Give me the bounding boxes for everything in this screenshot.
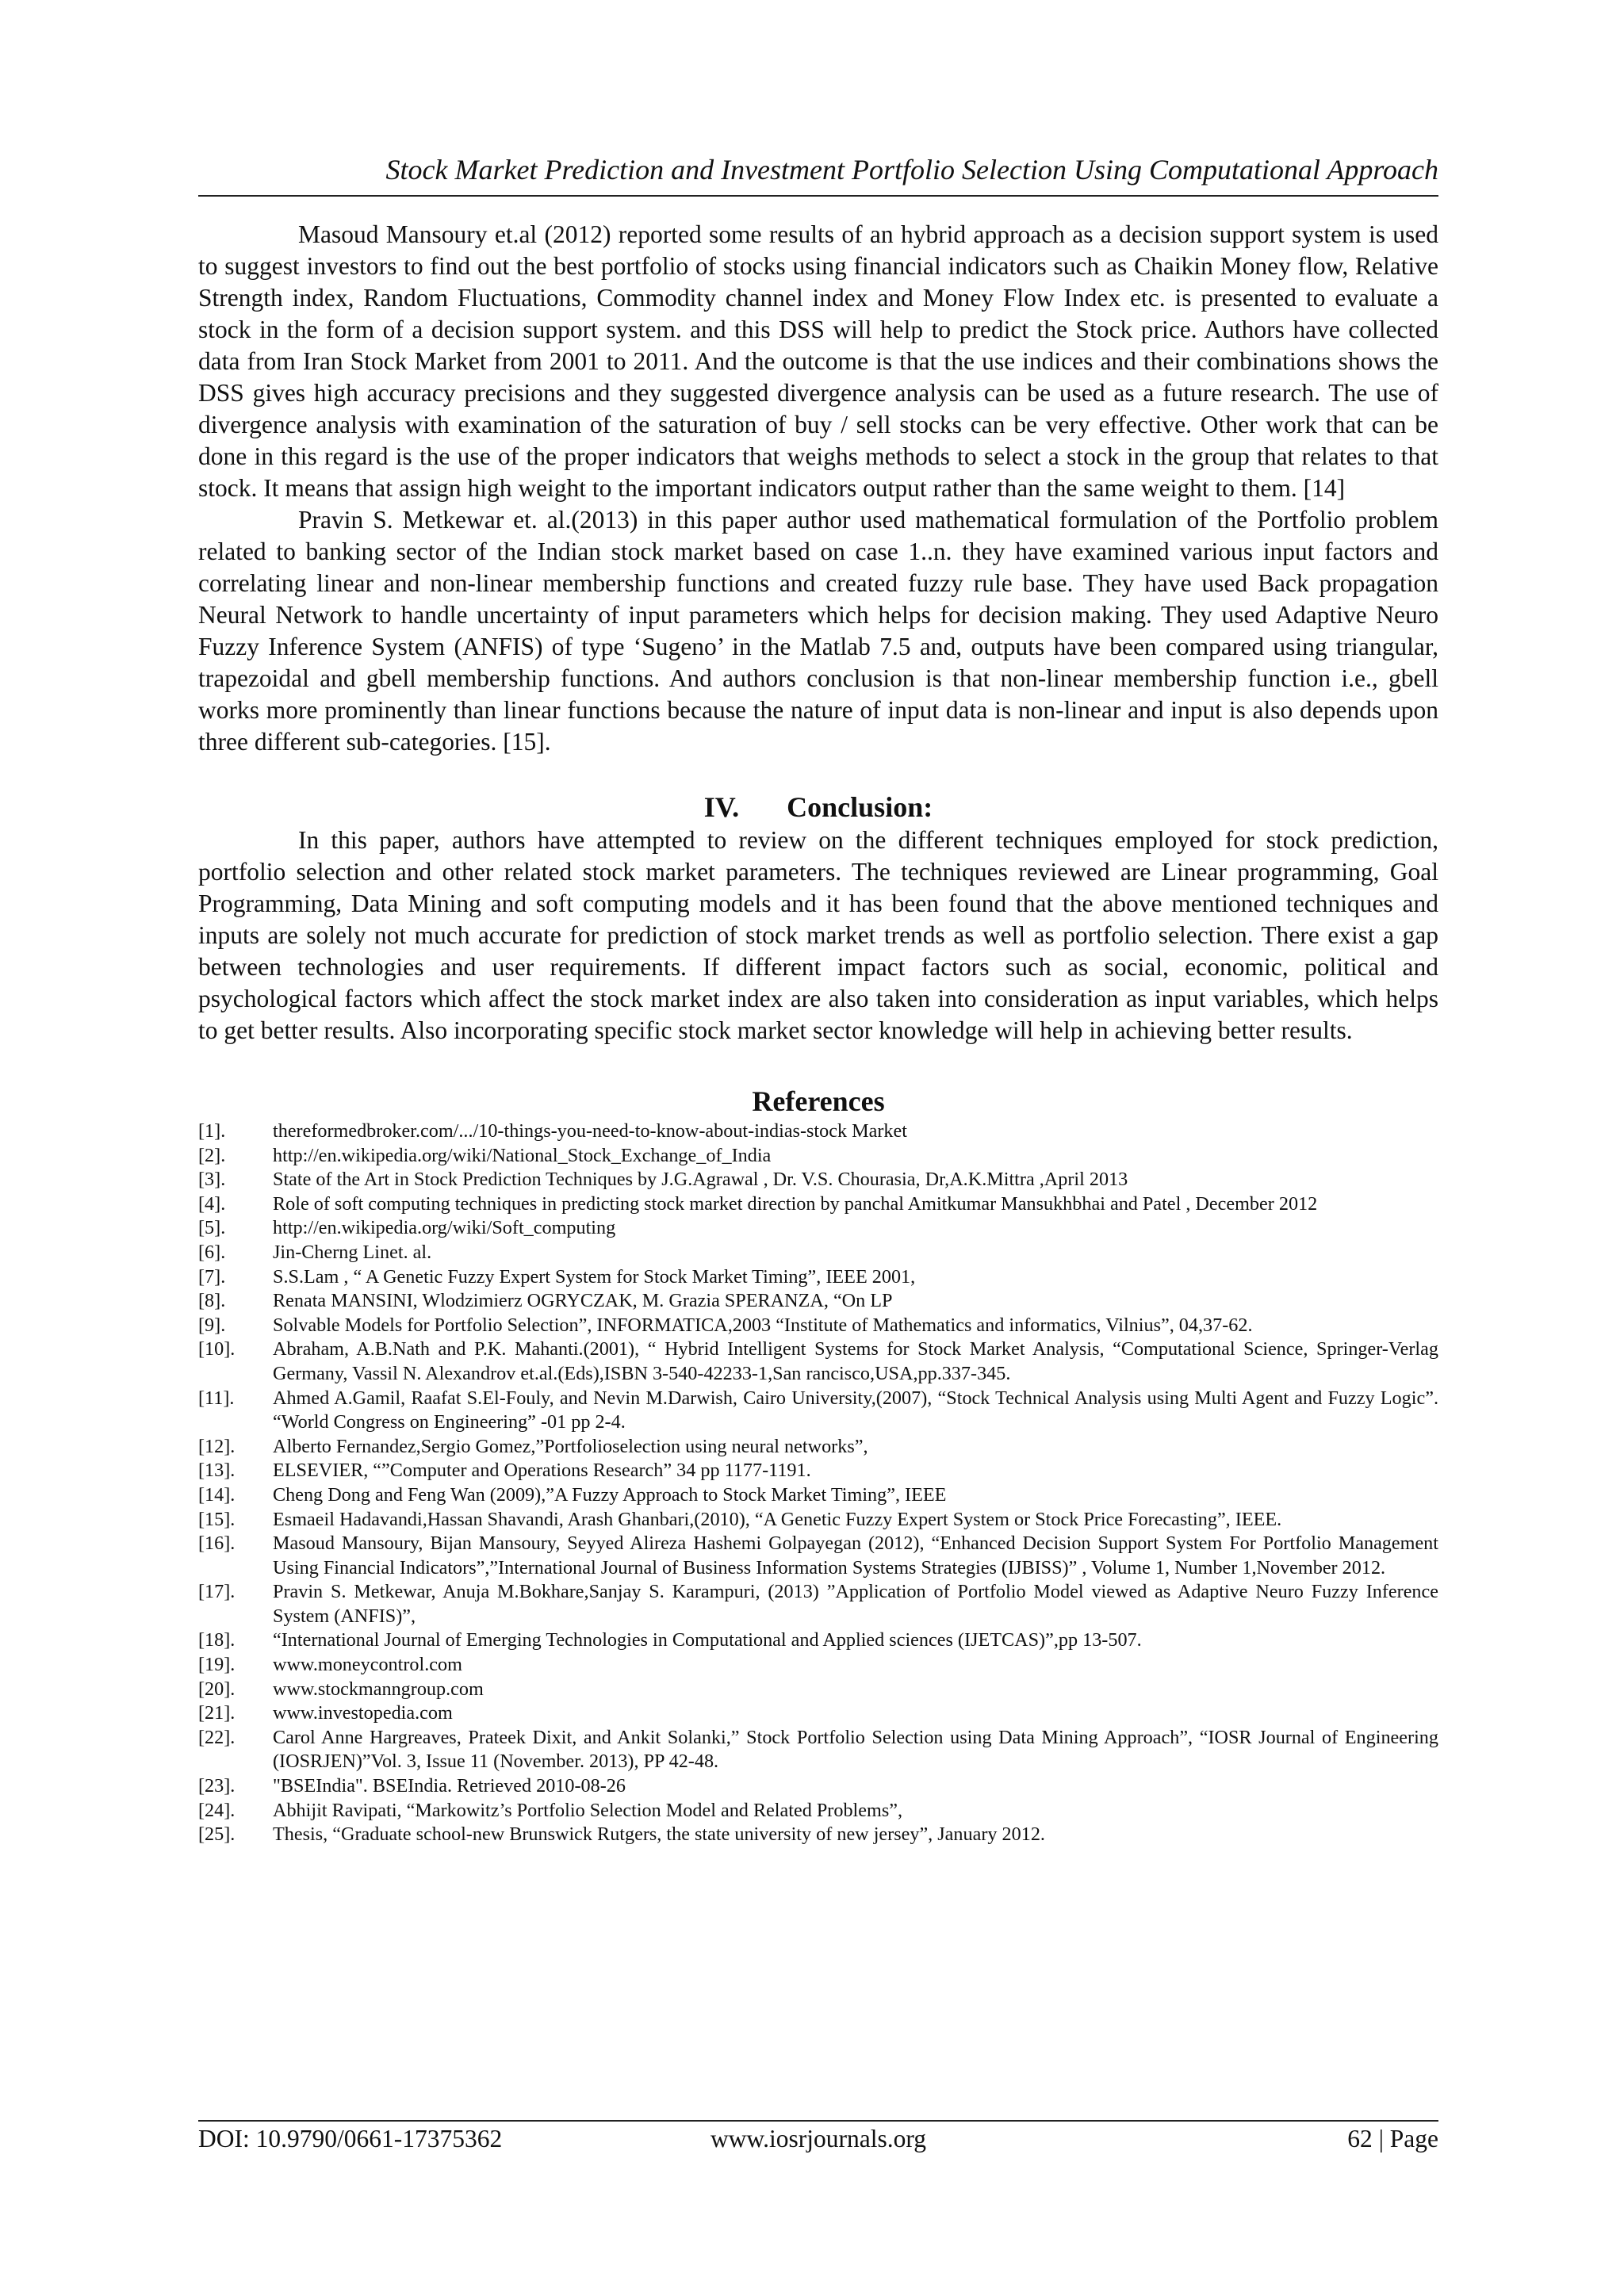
reference-item: [198, 1532, 1438, 1580]
header-rule: [198, 195, 1438, 197]
reference-item: [198, 1119, 1438, 1144]
reference-text: Thesis, “Graduate school-new Brunswick Rutgers, the state university of new jersey”, January 2012.: [273, 1823, 1045, 1846]
reference-text: http://en.wikipedia.org/wiki/Soft_computing: [273, 1217, 616, 1239]
reference-number: [13].: [198, 1460, 236, 1482]
reference-text: Ahmed A.Gamil, Raafat S.El-Fouly, and Nevin M.Darwish, Cairo University,(2007), “Stock Technical Analysis using Multi Agent and Fuzzy Logic”. “World Congress on Engineering” -01 pp 2-4.: [273, 1387, 1438, 1433]
reference-number: [23].: [198, 1775, 236, 1797]
reference-text: Esmaeil Hadavandi,Hassan Shavandi, Arash Ghanbari,(2010), “A Genetic Fuzzy Expert System or Stock Price Forecasting”, IEEE.: [273, 1508, 1282, 1530]
reference-number: [8].: [198, 1290, 226, 1312]
conclusion-paragraph: In this paper, authors have attempted to review on the different techniques employed for stock prediction, portfolio selection and other related stock market parameters. The techniques reviewed are Linear programming, Goal Programming, Data Mining and soft computing models and it has been found that the above mentioned techniques and inputs are solely not much accurate for prediction of stock market trends as well as portfolio selection. There exist a gap between technologies and user requirements. If different impact factors such as social, economic, political and psychological factors which affect the stock market index are also taken into consideration as input variables, which helps to get better results. Also incorporating specific stock market sector knowledge will help in achieving better results.: [198, 826, 1438, 1044]
reference-number: [7].: [198, 1265, 226, 1288]
reference-item: [198, 1459, 1438, 1483]
reference-number: [18].: [198, 1629, 236, 1651]
reference-number: [15].: [198, 1508, 236, 1530]
reference-text: Carol Anne Hargreaves, Prateek Dixit, and Ankit Solanki,” Stock Portfolio Selection using Data Mining Approach”, “IOSR Journal of Engineering (IOSRJEN)”Vol. 3, Issue 11 (November. 2013), PP 42-48.: [273, 1726, 1438, 1773]
reference-item: [198, 1168, 1438, 1192]
reference-number: [19].: [198, 1654, 236, 1676]
reference-number: [24].: [198, 1799, 236, 1821]
reference-item: [198, 1653, 1438, 1678]
reference-text: http://en.wikipedia.org/wiki/National_Stock_Exchange_of_India: [273, 1144, 772, 1166]
reference-item: [198, 1701, 1438, 1726]
footer-website: www.iosrjournals.org: [710, 2125, 927, 2152]
reference-number: [17].: [198, 1581, 236, 1603]
reference-number: [16].: [198, 1533, 236, 1555]
footer-doi: DOI: 10.9790/0661-17375362: [198, 2125, 503, 2152]
reference-text: "BSEIndia". BSEIndia. Retrieved 2010-08-26: [273, 1775, 626, 1797]
footer-page-number: 62 | Page: [1347, 2125, 1438, 2152]
reference-item: [198, 1387, 1438, 1435]
reference-number: [9].: [198, 1314, 226, 1336]
reference-number: [22].: [198, 1726, 236, 1748]
reference-text: Masoud Mansoury, Bijan Mansoury, Seyyed Alireza Hashemi Golpayegan (2012), “Enhanced Decision Support System For Portfolio Management Using Financial Indicators”,”International Journal of Business Information Systems Strategies (IJBISS)” , Volume 1, Number 1,November 2012.: [273, 1533, 1438, 1578]
reference-number: [11].: [198, 1387, 235, 1409]
reference-number: [10].: [198, 1338, 236, 1360]
reference-item: [198, 1144, 1438, 1169]
reference-text: Abhijit Ravipati, “Markowitz’s Portfolio Selection Model and Related Problems”,: [273, 1799, 903, 1821]
reference-item: [198, 1192, 1438, 1217]
reference-number: [2].: [198, 1144, 226, 1166]
footer-rule: [198, 2120, 1438, 2122]
reference-text: Pravin S. Metkewar, Anuja M.Bokhare,Sanjay S. Karampuri, (2013) ”Application of Portfolio Model viewed as Adaptive Neuro Fuzzy Inference System (ANFIS)”,: [273, 1581, 1438, 1627]
reference-item: [198, 1726, 1438, 1774]
reference-text: www.investopedia.com: [273, 1702, 453, 1724]
paragraph-mansoury: Masoud Mansoury et.al (2012) reported some results of an hybrid approach as a decision support system is used to suggest investors to find out the best portfolio of stocks using financial indicators such as Chaikin Money flow, Relative Strength index, Random Fluctuations, Commodity channel index and Money Flow Index etc. is presented to evaluate a stock in the form of a decision support system. and this DSS will help to predict the Stock price. Authors have collected data from Iran Stock Market from 2001 to 2011. And the outcome is that the use indices and their combinations shows the DSS gives high accuracy precisions and they suggested divergence analysis can be used as a future research. The use of divergence analysis with examination of the saturation of buy / sell stocks can be very effective. Other work that can be done in this regard is the use of the proper indicators that weighs methods to select a stock in the group that relates to that stock. It means that assign high weight to the important indicators output rather than the same weight to them. [14]: [198, 220, 1438, 502]
reference-item: [198, 1580, 1438, 1628]
reference-text: Cheng Dong and Feng Wan (2009),”A Fuzzy Approach to Stock Market Timing”, IEEE: [273, 1483, 947, 1506]
reference-item: [198, 1435, 1438, 1460]
reference-item: [198, 1289, 1438, 1314]
reference-list: [198, 1119, 1438, 1847]
running-header: Stock Market Prediction and Investment Portfolio Selection Using Computational Approach: [385, 154, 1438, 186]
reference-text: Solvable Models for Portfolio Selection”, INFORMATICA,2003 “Institute of Mathematics and informatics, Vilnius”, 04,37-62.: [273, 1314, 1253, 1336]
paragraph-metkewar: Pravin S. Metkewar et. al.(2013) in this paper author used mathematical formulation of the Portfolio problem related to banking sector of the Indian stock market based on case 1..n. they have examined various input factors and correlating linear and non-linear membership functions and created fuzzy rule base. They have used Back propagation Neural Network to handle uncertainty of input parameters which helps for decision making. They used Adaptive Neuro Fuzzy Inference System (ANFIS) of type ‘Sugeno’ in the Matlab 7.5 and, outputs have been compared using triangular, trapezoidal and gbell membership functions. And authors conclusion is that non-linear membership function i.e., gbell works more prominently than linear functions because the nature of input data is non-linear and input is also depends upon three different sub-categories. [15].: [198, 506, 1438, 756]
conclusion-heading: [198, 790, 1438, 825]
reference-item: [198, 1241, 1438, 1265]
reference-text: S.S.Lam , “ A Genetic Fuzzy Expert System for Stock Market Timing”, IEEE 2001,: [273, 1265, 916, 1288]
reference-item: [198, 1216, 1438, 1241]
reference-text: State of the Art in Stock Prediction Techniques by J.G.Agrawal , Dr. V.S. Chourasia, Dr,A.K.Mittra ,April 2013: [273, 1169, 1128, 1191]
reference-text: Alberto Fernandez,Sergio Gomez,”Portfolioselection using neural networks”,: [273, 1435, 868, 1457]
reference-number: [21].: [198, 1702, 236, 1724]
reference-item: [198, 1774, 1438, 1799]
reference-text: www.stockmanngroup.com: [273, 1678, 484, 1700]
reference-text: www.moneycontrol.com: [273, 1654, 462, 1676]
reference-number: [25].: [198, 1823, 236, 1846]
reference-item: [198, 1799, 1438, 1823]
reference-number: [12].: [198, 1435, 236, 1457]
reference-number: [14].: [198, 1483, 236, 1506]
reference-item: [198, 1628, 1438, 1653]
reference-text: thereformedbroker.com/.../10-things-you-need-to-know-about-indias-stock Market: [273, 1120, 907, 1142]
reference-item: [198, 1314, 1438, 1338]
reference-number: [5].: [198, 1217, 226, 1239]
reference-text: “International Journal of Emerging Technologies in Computational and Applied sciences (IJETCAS)”,pp 13-507.: [273, 1629, 1142, 1651]
conclusion-title: Conclusion:: [787, 791, 933, 823]
reference-item: [198, 1508, 1438, 1533]
reference-number: [4].: [198, 1192, 226, 1215]
reference-text: Role of soft computing techniques in predicting stock market direction by panchal Amitkumar Mansukhbhai and Patel , December 2012: [273, 1192, 1318, 1215]
reference-text: Abraham, A.B.Nath and P.K. Mahanti.(2001), “ Hybrid Intelligent Systems for Stock Market Analysis, “Computational Science, Springer-Verlag Germany, Vassil N. Alexandrov et.al.(Eds),ISBN 3-540-42233-1,San rancisco,USA,pp.337-345.: [273, 1338, 1438, 1384]
reference-text: ELSEVIER, “”Computer and Operations Research” 34 pp 1177-1191.: [273, 1460, 811, 1482]
reference-number: [6].: [198, 1241, 226, 1263]
reference-item: [198, 1678, 1438, 1702]
reference-text: Renata MANSINI, Wlodzimierz OGRYCZAK, M. Grazia SPERANZA, “On LP: [273, 1290, 893, 1312]
body-text: [198, 219, 1438, 1847]
reference-item: [198, 1483, 1438, 1508]
reference-item: [198, 1265, 1438, 1290]
reference-number: [20].: [198, 1678, 236, 1700]
reference-item: [198, 1337, 1438, 1386]
reference-text: Jin-Cherng Linet. al.: [273, 1241, 432, 1263]
reference-item: [198, 1823, 1438, 1847]
reference-number: [1].: [198, 1120, 226, 1142]
reference-number: [3].: [198, 1169, 226, 1191]
references-heading: References: [752, 1085, 885, 1117]
conclusion-number: IV.: [703, 791, 740, 823]
